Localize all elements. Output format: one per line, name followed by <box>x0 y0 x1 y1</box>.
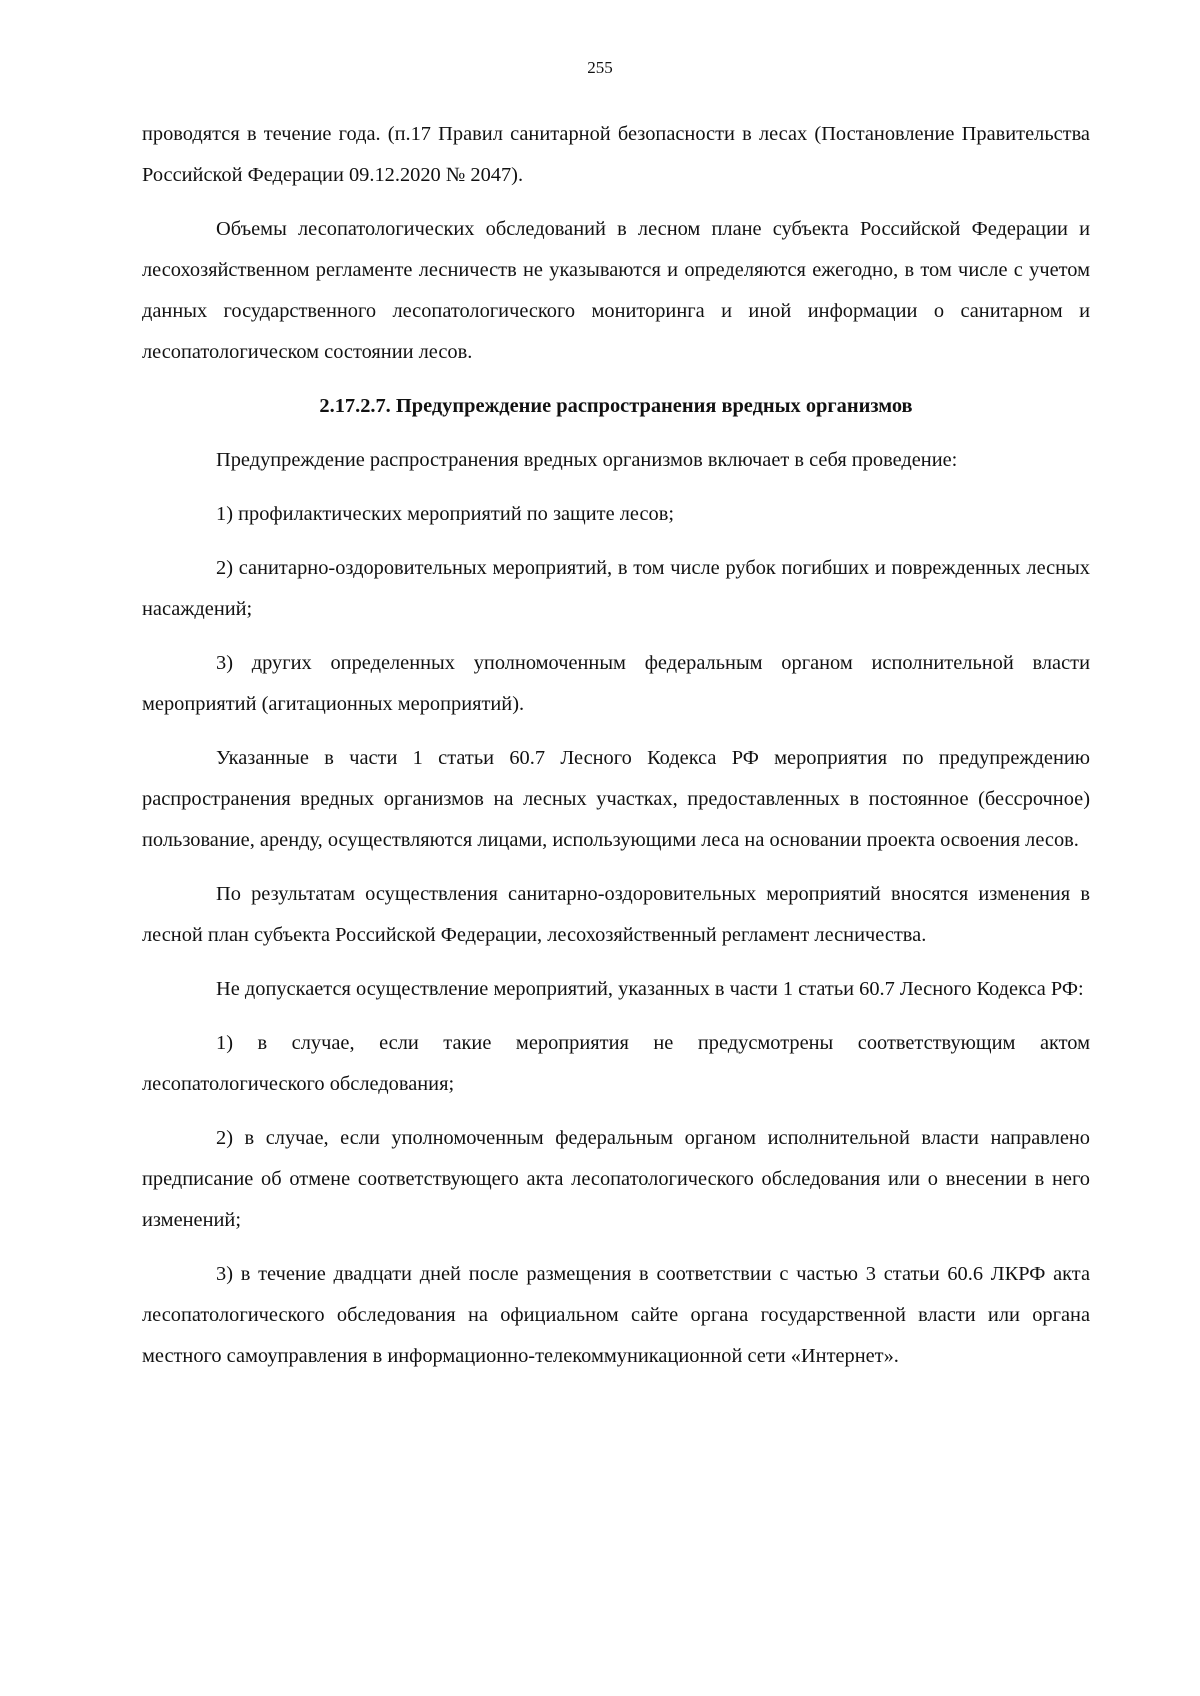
paragraph-survey-volumes: Объемы лесопатологических обследований в лесном плане субъекта Российской Федерации и лесохозяйственном регламенте лесничеств не указываются и определяются ежегодно, в том числе с учетом данных государственного лесопатологического мониторинга и иной информации о санитарном и лесопатологическом состоянии лесов. <box>142 218 1090 363</box>
list-item-prevention-1: 1) профилактических мероприятий по защите лесов; <box>216 503 675 525</box>
paragraph-continuation: проводятся в течение года. (п.17 Правил санитарной безопасности в лесах (Постановление Правительства Российской Федерации 09.12.2020 № 2047). <box>142 123 1090 186</box>
document-body <box>142 114 1090 1390</box>
list-item-prevention-2: 2) санитарно-оздоровительных мероприятий, в том числе рубок погибших и поврежденных лесных насаждений; <box>142 557 1090 620</box>
paragraph-prevention-intro: Предупреждение распространения вредных организмов включает в себя проведение: <box>216 449 958 471</box>
list-item-restriction-2: 2) в случае, если уполномоченным федеральным органом исполнительной власти направлено предписание об отмене соответствующего акта лесопатологического обследования или о внесении в него изменений; <box>142 1127 1090 1231</box>
paragraph-results: По результатам осуществления санитарно-оздоровительных мероприятий вносятся изменения в лесной план субъекта Российской Федерации, лесохозяйственный регламент лесничества. <box>142 883 1090 946</box>
section-heading: 2.17.2.7. Предупреждение распространения вредных организмов <box>319 395 913 417</box>
list-item-restriction-3: 3) в течение двадцати дней после размещения в соответствии с частью 3 статьи 60.6 ЛКРФ акта лесопатологического обследования на официальном сайте органа государственной власти или органа местного самоуправления в информационно-телекоммуникационной сети «Интернет». <box>142 1263 1090 1367</box>
list-item-restriction-1: 1) в случае, если такие мероприятия не предусмотрены соответствующим актом лесопатологического обследования; <box>142 1032 1090 1095</box>
list-item-prevention-3: 3) других определенных уполномоченным федеральным органом исполнительной власти мероприятий (агитационных мероприятий). <box>142 652 1090 715</box>
paragraph-not-allowed: Не допускается осуществление мероприятий, указанных в части 1 статьи 60.7 Лесного Кодекса РФ: <box>216 978 1084 1000</box>
page-number: 255 <box>587 58 613 77</box>
paragraph-article-60-7: Указанные в части 1 статьи 60.7 Лесного Кодекса РФ мероприятия по предупреждению распространения вредных организмов на лесных участках, предоставленных в постоянное (бессрочное) пользование, аренду, осуществляются лицами, использующими леса на основании проекта освоения лесов. <box>142 747 1090 851</box>
